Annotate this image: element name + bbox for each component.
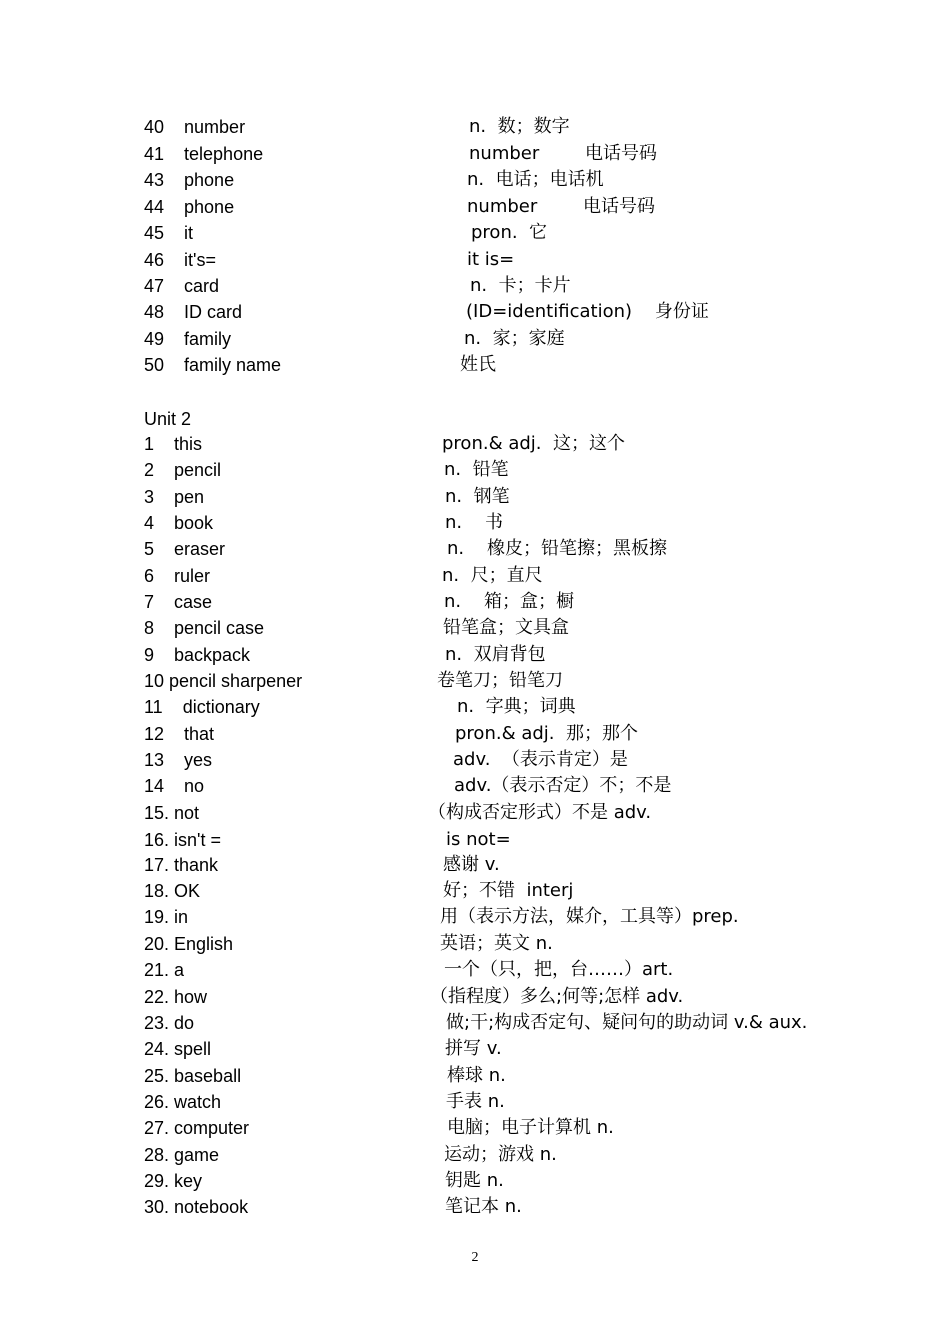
vocab-entry	[0, 352, 950, 378]
entry-term: 15. not	[144, 803, 200, 823]
entry-meaning: 手表 n.	[446, 1091, 505, 1112]
entry-term: 10 pencil sharpener	[144, 671, 303, 691]
entry-term: 3 pen	[144, 487, 205, 507]
entry-meaning: 用（表示方法，媒介，工具等）prep.	[440, 906, 739, 927]
entry-meaning: 英语；英文 n.	[440, 933, 553, 954]
entry-meaning: 做;干;构成否定句、疑问句的助动词 v.& aux.	[446, 1012, 808, 1033]
entry-meaning: n. 尺；直尺	[442, 565, 543, 586]
entry-meaning: adv.（表示否定）不；不是	[454, 775, 672, 796]
entry-meaning: 拼写 v.	[445, 1038, 502, 1059]
vocab-entry	[0, 1010, 950, 1036]
entry-meaning: 一个（只，把，台……）art.	[444, 959, 674, 980]
entry-term: 20. English	[144, 934, 234, 954]
entry-meaning: n. 书	[445, 512, 504, 533]
entry-term: 21. a	[144, 960, 185, 980]
vocab-entry	[0, 1194, 950, 1220]
entry-meaning: is not=	[446, 829, 511, 850]
entry-meaning: 运动；游戏 n.	[444, 1144, 557, 1165]
vocab-entry	[0, 1089, 950, 1115]
entry-meaning: n. 橡皮；铅笔擦；黑板擦	[447, 538, 668, 559]
entry-meaning: (ID=identification) 身份证	[466, 301, 709, 322]
vocab-entry	[0, 326, 950, 352]
entry-meaning: n. 家；家庭	[464, 328, 565, 349]
entry-meaning: pron.& adj. 那；那个	[455, 723, 638, 744]
entry-term: 27. computer	[144, 1118, 250, 1138]
entry-term: 40 number	[144, 117, 246, 137]
vocab-entry	[0, 852, 950, 878]
entry-meaning: n. 电话；电话机	[467, 169, 604, 190]
entry-meaning: it is=	[467, 249, 515, 270]
entry-meaning: n. 双肩背包	[445, 644, 546, 665]
entry-term: 5 eraser	[144, 539, 226, 559]
entry-meaning: 笔记本 n.	[445, 1196, 522, 1217]
entry-term: 4 book	[144, 513, 214, 533]
entry-meaning: n. 箱；盒；橱	[444, 591, 575, 612]
entry-meaning: pron.& adj. 这；这个	[442, 433, 625, 454]
vocab-entry	[0, 220, 950, 246]
entry-term: 17. thank	[144, 855, 219, 875]
entry-meaning: （构成否定形式）不是 adv.	[428, 802, 652, 823]
entry-meaning: n. 数；数字	[469, 116, 570, 137]
vocab-entry	[0, 194, 950, 220]
vocab-entry	[0, 800, 950, 826]
entry-meaning: n. 铅笔	[444, 459, 509, 480]
entry-term: 18. OK	[144, 881, 201, 901]
vocab-entry	[0, 141, 950, 167]
entry-term: 47 card	[144, 276, 220, 296]
vocab-entry	[0, 1115, 950, 1141]
entry-meaning: n. 字典；词典	[457, 696, 576, 717]
vocab-entry	[0, 721, 950, 747]
entry-term: 49 family	[144, 329, 232, 349]
vocab-entry	[0, 773, 950, 799]
entry-meaning: （指程度）多么;何等;怎样 adv.	[430, 986, 684, 1007]
vocab-entry	[0, 114, 950, 140]
vocab-entry	[0, 1063, 950, 1089]
vocab-entry	[0, 615, 950, 641]
entry-term: 12 that	[144, 724, 215, 744]
vocab-entry	[0, 904, 950, 930]
entry-term: 29. key	[144, 1171, 203, 1191]
vocab-entry	[0, 642, 950, 668]
entry-term: 7 case	[144, 592, 213, 612]
vocab-entry	[0, 457, 950, 483]
entry-term: 43 phone	[144, 170, 235, 190]
vocab-entry	[0, 589, 950, 615]
entry-meaning: 钥匙 n.	[445, 1170, 504, 1191]
vocab-entry	[0, 931, 950, 957]
entry-meaning: 电脑；电子计算机 n.	[447, 1117, 614, 1138]
entry-term: 13 yes	[144, 750, 213, 770]
entry-meaning: 卷笔刀；铅笔刀	[437, 670, 563, 691]
vocab-entry	[0, 827, 950, 853]
entry-term: 19. in	[144, 907, 189, 927]
entry-term: 14 no	[144, 776, 205, 796]
vocab-entry	[0, 694, 950, 720]
vocab-entry	[0, 1142, 950, 1168]
vocab-entry	[0, 510, 950, 536]
entry-meaning: 好；不错 interj	[443, 880, 574, 901]
entry-term: 44 phone	[144, 197, 235, 217]
entry-term: 25. baseball	[144, 1066, 242, 1086]
entry-term: 50 family name	[144, 355, 282, 375]
vocab-entry	[0, 484, 950, 510]
entry-meaning: 铅笔盒；文具盒	[443, 617, 569, 638]
entry-term: 1 this	[144, 434, 203, 454]
entry-meaning: 姓氏	[460, 354, 496, 375]
entry-meaning: number 电话号码	[469, 143, 658, 164]
entry-meaning: n. 钢笔	[445, 486, 510, 507]
page-number: 2	[471, 1250, 479, 1265]
entry-meaning: pron. 它	[471, 222, 548, 243]
vocab-entry	[0, 878, 950, 904]
vocab-entry	[0, 167, 950, 193]
entry-term: 22. how	[144, 987, 208, 1007]
vocab-entry	[0, 984, 950, 1010]
vocab-entry	[0, 299, 950, 325]
vocab-entry	[0, 1168, 950, 1194]
entry-term: 16. isn't =	[144, 830, 221, 850]
entry-term: 6 ruler	[144, 566, 211, 586]
vocab-entry	[0, 563, 950, 589]
vocab-entry	[0, 668, 950, 694]
vocab-entry	[0, 536, 950, 562]
vocab-entry	[0, 431, 950, 457]
entry-term: 24. spell	[144, 1039, 212, 1059]
entry-term: 41 telephone	[144, 144, 264, 164]
entry-term: 2 pencil	[144, 460, 222, 480]
vocab-entry	[0, 1036, 950, 1062]
entry-meaning: number 电话号码	[467, 196, 656, 217]
unit-heading: Unit 2	[144, 409, 192, 429]
entry-term: 46 it's=	[144, 250, 216, 270]
entry-term: 45 it	[144, 223, 194, 243]
vocab-entry	[0, 247, 950, 273]
entry-meaning: 棒球 n.	[447, 1065, 506, 1086]
entry-meaning: adv. （表示肯定）是	[453, 749, 628, 770]
entry-term: 48 ID card	[144, 302, 243, 322]
entry-term: 28. game	[144, 1145, 220, 1165]
entry-term: 8 pencil case	[144, 618, 265, 638]
entry-term: 11 dictionary	[144, 697, 260, 717]
vocab-entry	[0, 957, 950, 983]
entry-meaning: n. 卡；卡片	[470, 275, 571, 296]
vocab-entry	[0, 747, 950, 773]
entry-term: 30. notebook	[144, 1197, 249, 1217]
entry-term: 23. do	[144, 1013, 195, 1033]
entry-meaning: 感谢 v.	[443, 854, 500, 875]
entry-term: 9 backpack	[144, 645, 251, 665]
entry-term: 26. watch	[144, 1092, 222, 1112]
vocab-entry	[0, 273, 950, 299]
